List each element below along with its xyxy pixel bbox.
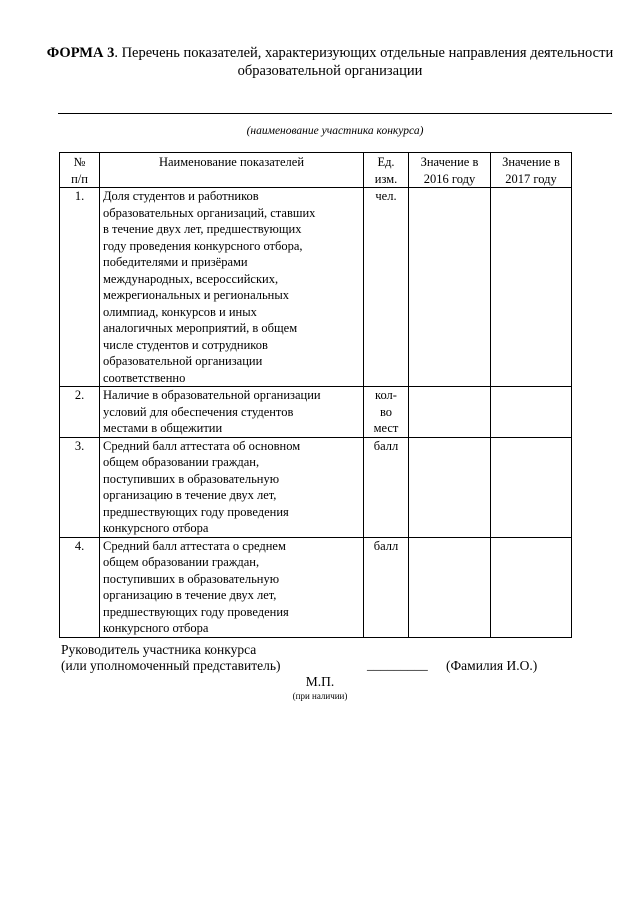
indicator-name-line: Доля студентов и работников	[103, 189, 259, 203]
indicator-name-line: образовательной организации	[103, 354, 263, 368]
header-2017-line: 2017 году	[505, 171, 557, 186]
unit-of-measure	[364, 537, 409, 637]
header-value-2017	[491, 153, 572, 188]
signatory-fio: (Фамилия И.О.)	[446, 658, 538, 673]
indicator-name-line: соответственно	[103, 370, 186, 385]
indicators-table	[59, 152, 572, 638]
indicator-name-line: олимпиад, конкурсов и иных	[103, 304, 257, 319]
row-number-text: 1.	[74, 189, 85, 203]
indicator-name-line: Средний балл аттестата о среднем	[103, 538, 286, 553]
unit-line: чел.	[375, 189, 397, 203]
indicator-name-line: Средний балл аттестата об основном	[103, 438, 301, 453]
row-number-text: 2.	[74, 388, 85, 402]
indicator-name-line: году проведения конкурсного отбора,	[103, 238, 303, 253]
unit-line: балл	[373, 538, 399, 553]
value-2017-cell[interactable]	[491, 188, 572, 387]
indicator-name	[100, 387, 364, 438]
unit-line: кол-	[375, 388, 397, 402]
form-title	[40, 44, 620, 80]
indicator-name	[100, 537, 364, 637]
stamp-note: (при наличии)	[292, 691, 348, 701]
header-num	[60, 153, 100, 188]
header-2017-line: Значение в	[502, 155, 560, 169]
header-2016-line: 2016 году	[423, 171, 476, 186]
header-unit-line: Ед.	[377, 155, 395, 169]
indicator-name-line: Наличие в образовательной организации	[103, 388, 321, 402]
indicator-name-line: конкурсного отбора	[103, 621, 209, 635]
table-row	[60, 437, 572, 537]
indicator-name-line: в течение двух лет, предшествующих	[103, 222, 302, 236]
indicator-name-line: предшествующих году проведения	[103, 604, 289, 619]
header-name-text: Наименование показателей	[158, 155, 305, 169]
indicator-name-line: аналогичных мероприятий, в общем	[103, 321, 298, 335]
indicator-name-line: предшествующих году проведения	[103, 504, 289, 519]
indicator-name-line: образовательных организаций, ставших	[103, 205, 316, 220]
value-2016-cell[interactable]	[409, 387, 491, 438]
header-name	[100, 153, 364, 188]
stamp-label: М.П.	[305, 674, 335, 689]
table-row	[60, 387, 572, 438]
table-body	[60, 188, 572, 638]
row-number	[60, 387, 100, 438]
indicator-name-line: общем образовании граждан,	[103, 455, 260, 469]
unit-line: мест	[373, 421, 399, 435]
unit-line: балл	[373, 438, 399, 453]
header-value-2016	[409, 153, 491, 188]
row-number-text: 4.	[74, 538, 85, 553]
indicator-name-line: международных, всероссийских,	[103, 271, 279, 286]
indicator-name-line: межрегиональных и региональных	[103, 288, 290, 302]
form-number: ФОРМА 3	[46, 45, 115, 61]
indicator-name-line: числе студентов и сотрудников	[103, 337, 268, 352]
table-row	[60, 188, 572, 387]
indicator-name-line: условий для обеспечения студентов	[103, 404, 294, 419]
unit-line: во	[379, 404, 393, 419]
indicator-name	[100, 437, 364, 537]
header-2016-line: Значение в	[420, 155, 479, 169]
header-unit	[364, 153, 409, 188]
table-header-row	[60, 153, 572, 188]
row-number	[60, 437, 100, 537]
signatory-title: Руководитель участника конкурса	[61, 642, 257, 657]
indicator-name-line: организацию в течение двух лет,	[103, 488, 277, 502]
indicator-name-line: поступивших в образовательную	[103, 471, 280, 486]
signature-blank[interactable]: _________	[367, 657, 428, 672]
participant-name-line[interactable]	[58, 113, 612, 114]
header-num-line: п/п	[71, 171, 88, 186]
indicator-name-line: поступивших в образовательную	[103, 571, 280, 586]
indicator-name-line: местами в общежитии	[103, 421, 223, 435]
indicator-name	[100, 188, 364, 387]
unit-of-measure	[364, 387, 409, 438]
unit-of-measure	[364, 188, 409, 387]
table-row	[60, 537, 572, 637]
value-2016-cell[interactable]	[409, 188, 491, 387]
value-2017-cell[interactable]	[491, 537, 572, 637]
indicator-name-line: конкурсного отбора	[103, 521, 209, 535]
indicator-name-line: общем образовании граждан,	[103, 555, 260, 569]
form-title-line2: образовательной организации	[237, 63, 423, 79]
row-number-text: 3.	[74, 438, 85, 453]
value-2017-cell[interactable]	[491, 387, 572, 438]
header-num-line: №	[73, 155, 86, 169]
value-2017-cell[interactable]	[491, 437, 572, 537]
unit-of-measure	[364, 437, 409, 537]
form-title-text: . Перечень показателей, характеризующих отдельные направления деятельности	[114, 45, 614, 61]
indicator-name-line: победителями и призёрами	[103, 255, 248, 269]
value-2016-cell[interactable]	[409, 537, 491, 637]
row-number	[60, 537, 100, 637]
header-unit-line: изм.	[374, 171, 398, 186]
row-number	[60, 188, 100, 387]
signatory-note: (или уполномоченный представитель)	[61, 658, 281, 673]
value-2016-cell[interactable]	[409, 437, 491, 537]
indicator-name-line: организацию в течение двух лет,	[103, 588, 277, 602]
participant-caption: (наименование участника конкурса)	[246, 125, 424, 137]
